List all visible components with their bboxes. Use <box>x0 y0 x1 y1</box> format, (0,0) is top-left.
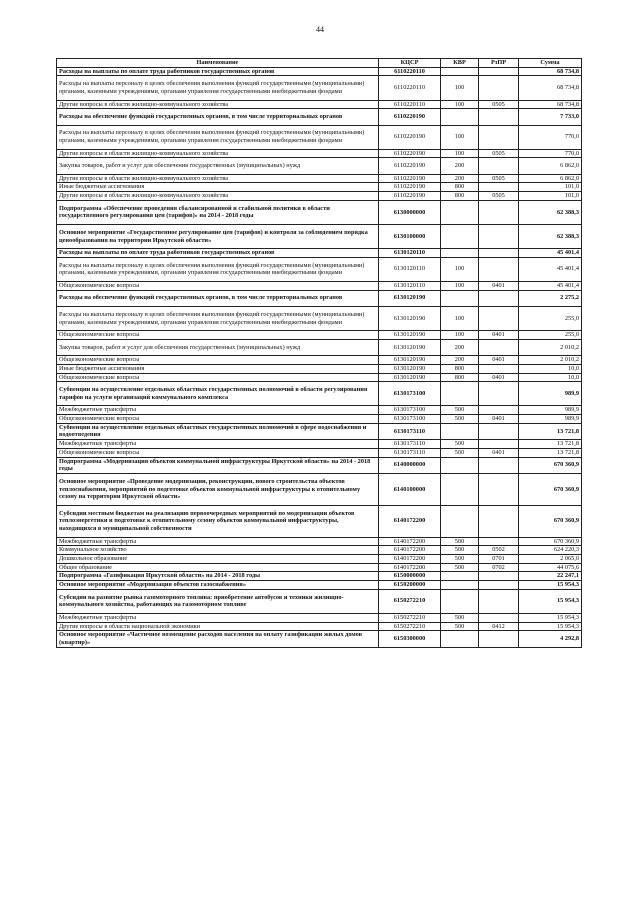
row-kvr: 500 <box>441 554 479 563</box>
row-kcsr: 6150000000 <box>379 572 441 581</box>
row-kvr: 800 <box>441 192 479 201</box>
table-row <box>57 554 582 563</box>
row-sum: 68 734,8 <box>519 67 582 76</box>
header-kvr: КВР <box>441 59 479 68</box>
table-row <box>57 373 582 382</box>
row-rzpr <box>479 613 519 622</box>
row-rzpr <box>479 581 519 590</box>
row-name: Общеэкономические вопросы <box>57 331 379 340</box>
row-sum: 2 010,2 <box>519 339 582 355</box>
row-sum: 45 401,4 <box>519 257 582 281</box>
row-sum: 45 401,4 <box>519 249 582 258</box>
row-kcsr: 6110220190 <box>379 192 441 201</box>
row-kcsr: 6130173100 <box>379 406 441 415</box>
row-kcsr: 6150272210 <box>379 589 441 613</box>
row-sum: 68 734,8 <box>519 100 582 109</box>
row-rzpr: 0401 <box>479 281 519 290</box>
row-rzpr <box>479 537 519 546</box>
row-kcsr: 6140000000 <box>379 457 441 473</box>
row-kvr <box>441 589 479 613</box>
table-row <box>57 109 582 125</box>
row-kcsr: 6130120190 <box>379 306 441 330</box>
table-row <box>57 125 582 149</box>
row-name: Субвенции на осуществление отдельных областных государственных полномочий в области регулирования тарифов на услуги организаций коммунального комплекса <box>57 382 379 406</box>
row-kvr <box>441 473 479 505</box>
row-sum: 15 954,3 <box>519 613 582 622</box>
row-kcsr: 6110220190 <box>379 158 441 174</box>
row-sum: 62 388,3 <box>519 224 582 248</box>
row-name: Расходы на обеспечение функций государственных органов, в том числе территориальных органов <box>57 109 379 125</box>
row-rzpr: 0702 <box>479 563 519 572</box>
row-kvr: 100 <box>441 149 479 158</box>
row-rzpr: 0505 <box>479 100 519 109</box>
table-row <box>57 537 582 546</box>
table-row <box>57 473 582 505</box>
table-row <box>57 281 582 290</box>
row-rzpr: 0401 <box>479 331 519 340</box>
row-name: Другие вопросы в области жилищно-коммунального хозяйства <box>57 149 379 158</box>
table-row <box>57 364 582 373</box>
row-kcsr: 6130173100 <box>379 382 441 406</box>
table-header-row <box>57 59 582 68</box>
table-row <box>57 290 582 306</box>
row-rzpr: 0401 <box>479 373 519 382</box>
row-kvr <box>441 382 479 406</box>
table-row <box>57 589 582 613</box>
row-name: Другие вопросы в области жилищно-коммунального хозяйства <box>57 100 379 109</box>
table-row <box>57 613 582 622</box>
row-kvr <box>441 572 479 581</box>
row-sum: 6 862,0 <box>519 174 582 183</box>
row-rzpr: 0505 <box>479 192 519 201</box>
table-row <box>57 440 582 449</box>
row-rzpr: 0401 <box>479 448 519 457</box>
row-kvr <box>441 505 479 537</box>
row-name: Расходы на выплаты персоналу в целях обеспечения выполнения функций государственными (муниципальными) органами, казенными учреждениями, органами управления государственными внебюджетными фондами <box>57 125 379 149</box>
row-rzpr <box>479 505 519 537</box>
row-sum: 670 360,9 <box>519 473 582 505</box>
budget-table <box>56 58 582 648</box>
row-sum: 13 721,8 <box>519 448 582 457</box>
row-kvr: 100 <box>441 257 479 281</box>
row-name: Расходы на выплаты по оплате труда работников государственных органов <box>57 67 379 76</box>
row-kvr: 100 <box>441 76 479 100</box>
row-rzpr: 0505 <box>479 149 519 158</box>
row-kvr <box>441 67 479 76</box>
table-row <box>57 339 582 355</box>
row-rzpr <box>479 406 519 415</box>
table-row <box>57 200 582 224</box>
table-row <box>57 76 582 100</box>
row-kvr: 500 <box>441 448 479 457</box>
header-sum: Сумма <box>519 59 582 68</box>
row-kvr <box>441 290 479 306</box>
table-row <box>57 505 582 537</box>
row-rzpr: 0505 <box>479 174 519 183</box>
row-kvr: 500 <box>441 563 479 572</box>
row-name: Субсидии местным бюджетам на реализацию первоочередных мероприятий по модернизации объектов теплоэнергетики и подготовке к отопительному сезону объектов коммунальной инфраструктуры, находящихся в муниципальной собственности <box>57 505 379 537</box>
row-kcsr: 6110220110 <box>379 67 441 76</box>
row-sum: 101,0 <box>519 192 582 201</box>
row-sum: 670 360,9 <box>519 457 582 473</box>
row-kvr <box>441 224 479 248</box>
row-kcsr: 6110220110 <box>379 100 441 109</box>
row-sum: 2 275,2 <box>519 290 582 306</box>
header-kcsr: КЦСР <box>379 59 441 68</box>
row-name: Другие вопросы в области национальной экономики <box>57 622 379 631</box>
row-rzpr <box>479 67 519 76</box>
table-row <box>57 331 582 340</box>
row-sum: 101,0 <box>519 183 582 192</box>
row-name: Общеэкономические вопросы <box>57 356 379 365</box>
row-rzpr <box>479 440 519 449</box>
row-name: Расходы на выплаты персоналу в целях обеспечения выполнения функций государственными (муниципальными) органами, казенными учреждениями, органами управления государственными внебюджетными фондами <box>57 76 379 100</box>
row-kvr: 500 <box>441 613 479 622</box>
row-kvr: 200 <box>441 174 479 183</box>
row-kvr: 500 <box>441 415 479 424</box>
row-kvr: 800 <box>441 183 479 192</box>
row-name: Расходы на обеспечение функций государственных органов, в том числе территориальных органов <box>57 290 379 306</box>
row-kcsr: 6130120110 <box>379 249 441 258</box>
row-sum: 624 220,3 <box>519 546 582 555</box>
row-name: Расходы на выплаты по оплате труда работников государственных органов <box>57 249 379 258</box>
row-rzpr: 0412 <box>479 622 519 631</box>
row-sum: 255,0 <box>519 331 582 340</box>
row-kcsr: 6130173110 <box>379 448 441 457</box>
row-kcsr: 6140172200 <box>379 563 441 572</box>
row-sum: 670 360,9 <box>519 537 582 546</box>
row-kvr: 200 <box>441 158 479 174</box>
row-kvr: 100 <box>441 331 479 340</box>
row-sum: 15 954,3 <box>519 589 582 613</box>
row-rzpr: 0502 <box>479 546 519 555</box>
row-rzpr <box>479 109 519 125</box>
row-kvr <box>441 200 479 224</box>
row-name: Подпрограмма «Газификация Иркутской области» на 2014 - 2018 годы <box>57 572 379 581</box>
row-name: Субвенции на осуществление отдельных областных государственных полномочий в сфере водоснабжения и водоотведения <box>57 423 379 439</box>
row-name: Расходы на выплаты персоналу в целях обеспечения выполнения функций государственными (муниципальными) органами, казенными учреждениями, органами управления государственными внебюджетными фондами <box>57 306 379 330</box>
row-kcsr: 6150200000 <box>379 581 441 590</box>
row-kcsr: 6130120190 <box>379 356 441 365</box>
row-sum: 10,0 <box>519 364 582 373</box>
row-kcsr: 6130120190 <box>379 364 441 373</box>
row-kcsr: 6150272210 <box>379 622 441 631</box>
row-kvr: 500 <box>441 546 479 555</box>
table-row <box>57 382 582 406</box>
row-name: Другие вопросы в области жилищно-коммунального хозяйства <box>57 192 379 201</box>
row-name: Основное мероприятие «Частичное возмещение расходов населения на оплату газификации жилых домов (квартир)» <box>57 631 379 647</box>
table-row <box>57 249 582 258</box>
row-sum: 2 065,0 <box>519 554 582 563</box>
row-name: Общеэкономические вопросы <box>57 448 379 457</box>
row-kvr <box>441 423 479 439</box>
table-row <box>57 572 582 581</box>
table-row <box>57 631 582 647</box>
row-kcsr: 6130120190 <box>379 290 441 306</box>
row-kvr: 100 <box>441 306 479 330</box>
row-kvr: 800 <box>441 373 479 382</box>
table-row <box>57 257 582 281</box>
row-name: Коммунальное хозяйство <box>57 546 379 555</box>
row-kcsr: 6140172200 <box>379 505 441 537</box>
row-name: Основное мероприятие «Проведение модернизации, реконструкции, нового строительства объектов теплоснабжения, мероприятий по подготовке объектов коммунальной инфраструктуры к отопительному сезону на территории Иркутской области» <box>57 473 379 505</box>
header-name: Наименование <box>57 59 379 68</box>
table-row <box>57 158 582 174</box>
row-kcsr: 6130100000 <box>379 224 441 248</box>
row-kcsr: 6110220190 <box>379 183 441 192</box>
row-name: Закупка товаров, работ и услуг для обеспечения государственных (муниципальных) нужд <box>57 158 379 174</box>
row-rzpr <box>479 306 519 330</box>
row-rzpr <box>479 200 519 224</box>
row-kcsr: 6130120190 <box>379 331 441 340</box>
row-sum: 13 721,8 <box>519 423 582 439</box>
row-kvr: 200 <box>441 356 479 365</box>
table-row <box>57 581 582 590</box>
row-kvr: 100 <box>441 100 479 109</box>
row-sum: 44 075,6 <box>519 563 582 572</box>
row-sum: 15 954,3 <box>519 622 582 631</box>
table-row <box>57 174 582 183</box>
row-kcsr: 6140172200 <box>379 554 441 563</box>
row-name: Межбюджетные трансферты <box>57 537 379 546</box>
row-kvr: 100 <box>441 125 479 149</box>
row-kvr: 200 <box>441 339 479 355</box>
row-kcsr: 6130120190 <box>379 339 441 355</box>
row-kcsr: 6150300000 <box>379 631 441 647</box>
row-name: Подпрограмма «Обеспечение проведения сбалансированной и стабильной политики в области государственного регулирования цен (тарифов)» на 2014 - 2018 годы <box>57 200 379 224</box>
row-kcsr: 6110220190 <box>379 125 441 149</box>
row-kcsr: 6130173110 <box>379 423 441 439</box>
row-name: Подпрограмма «Модернизация объектов коммунальной инфраструктуры Иркутской области» на 2014 - 2018 годы <box>57 457 379 473</box>
table-row <box>57 356 582 365</box>
row-sum: 7 733,0 <box>519 109 582 125</box>
row-name: Основное мероприятие «Государственное регулирование цен (тарифов) и контроля за соблюдением порядка ценообразования на территории Иркутской области» <box>57 224 379 248</box>
row-kcsr: 6130173110 <box>379 440 441 449</box>
row-kcsr: 6130120110 <box>379 281 441 290</box>
table-row <box>57 546 582 555</box>
row-sum: 22 247,1 <box>519 572 582 581</box>
row-rzpr <box>479 382 519 406</box>
table-row <box>57 100 582 109</box>
row-kcsr: 6110220190 <box>379 174 441 183</box>
row-sum: 15 954,3 <box>519 581 582 590</box>
row-rzpr <box>479 158 519 174</box>
row-rzpr <box>479 224 519 248</box>
table-row <box>57 423 582 439</box>
row-name: Межбюджетные трансферты <box>57 440 379 449</box>
row-name: Общеэкономические вопросы <box>57 281 379 290</box>
row-sum: 989,9 <box>519 415 582 424</box>
row-kvr: 500 <box>441 622 479 631</box>
page-number: 44 <box>316 25 324 34</box>
row-kvr <box>441 457 479 473</box>
row-sum: 770,0 <box>519 149 582 158</box>
row-kcsr: 6140172200 <box>379 537 441 546</box>
row-sum: 989,9 <box>519 382 582 406</box>
row-kcsr: 6110220110 <box>379 76 441 100</box>
row-rzpr <box>479 572 519 581</box>
row-rzpr <box>479 589 519 613</box>
row-sum: 670 360,9 <box>519 505 582 537</box>
row-sum: 4 292,8 <box>519 631 582 647</box>
row-name: Субсидии на развитие рынка газомоторного топлива: приобретение автобусов и техники жилищно-коммунального хозяйства, работающих на газомоторном топливе <box>57 589 379 613</box>
table-row <box>57 415 582 424</box>
table-row <box>57 67 582 76</box>
row-kvr <box>441 109 479 125</box>
row-rzpr: 0401 <box>479 356 519 365</box>
table-row <box>57 448 582 457</box>
row-kcsr: 6140100000 <box>379 473 441 505</box>
table-row <box>57 183 582 192</box>
row-rzpr <box>479 339 519 355</box>
row-rzpr <box>479 76 519 100</box>
row-kvr: 800 <box>441 364 479 373</box>
table-row <box>57 563 582 572</box>
row-rzpr <box>479 457 519 473</box>
row-name: Иные бюджетные ассигнования <box>57 183 379 192</box>
row-kcsr: 6130120110 <box>379 257 441 281</box>
row-kvr <box>441 581 479 590</box>
row-name: Общеэкономические вопросы <box>57 373 379 382</box>
row-rzpr: 0401 <box>479 415 519 424</box>
row-name: Дошкольное образование <box>57 554 379 563</box>
row-kvr: 100 <box>441 281 479 290</box>
table-row <box>57 406 582 415</box>
row-kcsr: 6140172200 <box>379 546 441 555</box>
header-rzpr: РзПР <box>479 59 519 68</box>
row-rzpr <box>479 423 519 439</box>
row-sum: 10,0 <box>519 373 582 382</box>
row-name: Межбюджетные трансферты <box>57 406 379 415</box>
row-rzpr <box>479 290 519 306</box>
row-sum: 13 721,8 <box>519 440 582 449</box>
row-name: Расходы на выплаты персоналу в целях обеспечения выполнения функций государственными (муниципальными) органами, казенными учреждениями, органами управления государственными внебюджетными фондами <box>57 257 379 281</box>
row-sum: 68 734,8 <box>519 76 582 100</box>
row-kvr: 500 <box>441 440 479 449</box>
row-rzpr <box>479 249 519 258</box>
row-rzpr <box>479 257 519 281</box>
table-body <box>57 67 582 647</box>
row-kvr: 500 <box>441 537 479 546</box>
table-row <box>57 224 582 248</box>
row-rzpr <box>479 125 519 149</box>
row-name: Межбюджетные трансферты <box>57 613 379 622</box>
row-sum: 989,9 <box>519 406 582 415</box>
row-rzpr <box>479 183 519 192</box>
row-name: Закупка товаров, работ и услуг для обеспечения государственных (муниципальных) нужд <box>57 339 379 355</box>
row-name: Общеэкономические вопросы <box>57 415 379 424</box>
row-kcsr: 6110220190 <box>379 109 441 125</box>
table-row <box>57 622 582 631</box>
row-kcsr: 6130173100 <box>379 415 441 424</box>
row-sum: 45 401,4 <box>519 281 582 290</box>
row-sum: 2 010,2 <box>519 356 582 365</box>
row-name: Иные бюджетные ассигнования <box>57 364 379 373</box>
row-sum: 770,0 <box>519 125 582 149</box>
row-kvr <box>441 249 479 258</box>
row-rzpr <box>479 364 519 373</box>
row-kcsr: 6130000000 <box>379 200 441 224</box>
row-kcsr: 6110220190 <box>379 149 441 158</box>
table-row <box>57 192 582 201</box>
row-kcsr: 6150272210 <box>379 613 441 622</box>
row-kcsr: 6130120190 <box>379 373 441 382</box>
row-rzpr: 0701 <box>479 554 519 563</box>
row-name: Общее образование <box>57 563 379 572</box>
row-rzpr <box>479 631 519 647</box>
row-name: Другие вопросы в области жилищно-коммунального хозяйства <box>57 174 379 183</box>
table-row <box>57 149 582 158</box>
row-sum: 255,0 <box>519 306 582 330</box>
table-row <box>57 457 582 473</box>
row-rzpr <box>479 473 519 505</box>
row-name: Основное мероприятие «Модернизация объектов газоснабжения» <box>57 581 379 590</box>
row-sum: 62 388,3 <box>519 200 582 224</box>
row-kvr <box>441 631 479 647</box>
row-sum: 6 862,0 <box>519 158 582 174</box>
row-kvr: 500 <box>441 406 479 415</box>
table-row <box>57 306 582 330</box>
